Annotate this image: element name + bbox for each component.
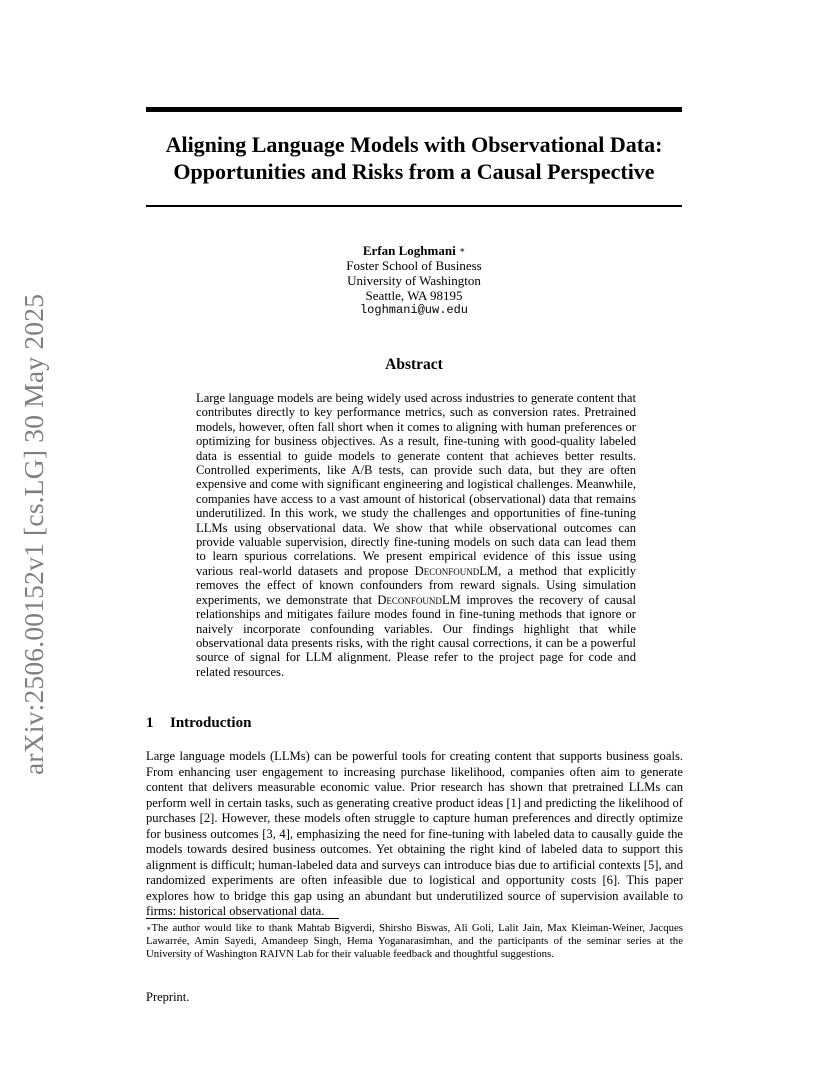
abstract-text <box>196 391 636 679</box>
author-name: Erfan Loghmani <box>362 243 456 258</box>
method-name-suffix-2: LM <box>441 592 461 607</box>
preprint-label: Preprint. <box>146 990 190 1004</box>
footnote-rule <box>146 918 339 919</box>
method-name-sc-2: Deconfound <box>377 592 442 607</box>
title-line-2: Opportunities and Risks from a Causal Perspective <box>173 159 655 184</box>
section-heading-introduction <box>146 715 682 732</box>
author-university: University of Washington <box>347 273 481 288</box>
abstract-part-1: Large language models are being widely used across industries to generate content that contributes directly to key performance metrics, such as conversion rates. Pretrained models, however, often fall short when it comes to aligning with human preferences or optimizing for business objectives. As a result, fine-tuning with good-quality labeled data is essential to guide models to generate content that achieves better results. Controlled experiments, like A/B tests, can provide such data, but they are often expensive and come with significant engineering and logistical challenges. Meanwhile, companies have access to a vast amount of historical (observational) data that remains underutilized. In this work, we study the challenges and opportunities of fine-tuning LLMs using observational data. We show that while observational outcomes can provide valuable supervision, directly fine-tuning models on such data can lead them to learn spurious correlations. We present empirical evidence of this issue using various real-world datasets and propose <box>196 391 636 578</box>
author-affiliation: Foster School of Business <box>346 258 482 273</box>
paper-title <box>146 131 682 185</box>
author-city: Seattle, WA 98195 <box>365 288 463 303</box>
method-name-suffix: LM <box>479 563 499 578</box>
author-email: loghmani@uw.edu <box>359 303 469 317</box>
abstract-part-3: improves the recovery of causal relationships and mitigates failure modes found in fine-tuning methods that ignore or naively incorporate confounding variables. Our findings highlight that while observational data presents risks, with the right causal corrections, it can be a powerful source of signal for LLM alignment. Please refer to the project page for code and related resources. <box>196 592 636 679</box>
introduction-paragraph: Large language models (LLMs) can be powerful tools for creating content that supports business goals. From enhancing user engagement to increasing purchase likelihood, companies often aim to generate content that delivers measurable economic value. Prior research has shown that pretrained LLMs can perform well in certain tasks, such as generating creative product ideas [1] and predicting the likelihood of purchases [2]. However, these models often struggle to capture human preferences and directly optimize for business outcomes [3, 4], emphasizing the need for fine-tuning with labeled data to causally guide the models towards desired business outcomes. Yet obtaining the right kind of labeled data to support this alignment is difficult; human-labeled data and surveys can introduce bias due to artificial contexts [5], and randomized experiments are often infeasible due to logistical and opportunity costs [6]. This paper explores how to bridge this gap using an abundant but underutilized source of supervision available to firms: historical observational data. <box>146 749 683 918</box>
title-line-1: Aligning Language Models with Observational Data: <box>165 132 663 157</box>
title-rule-bottom <box>146 205 682 207</box>
acknowledgement-footnote <box>146 922 683 962</box>
title-rule-top <box>146 107 682 112</box>
footnote-mark: ∗ <box>146 924 152 933</box>
section-title: Introduction <box>170 715 252 731</box>
author-footnote-mark: ∗ <box>458 245 466 255</box>
section-number: 1 <box>146 715 154 731</box>
abstract-heading: Abstract <box>385 356 443 373</box>
arxiv-id-text: arXiv:2506.00152v1 [cs.LG] 30 May 2025 <box>18 293 49 775</box>
abstract-part-2: , a method that explicitly removes the effect of known confounders from reward signals. Using simulation experiments, we demonstrate that <box>196 563 636 607</box>
footnote-text: The author would like to thank Mahtab Bigverdi, Shirsho Biswas, Ali Goli, Lalit Jain, Max Kleiman-Weiner, Jacques Lawarrée, Amin Sayedi, Amandeep Singh, Hema Yoganarasimhan, and the participants of the seminar series at the University of Washington RAIVN Lab for their valuable feedback and thoughtful suggestions. <box>146 922 683 961</box>
method-name-sc: Deconfound <box>414 563 480 578</box>
author-block <box>146 243 682 318</box>
